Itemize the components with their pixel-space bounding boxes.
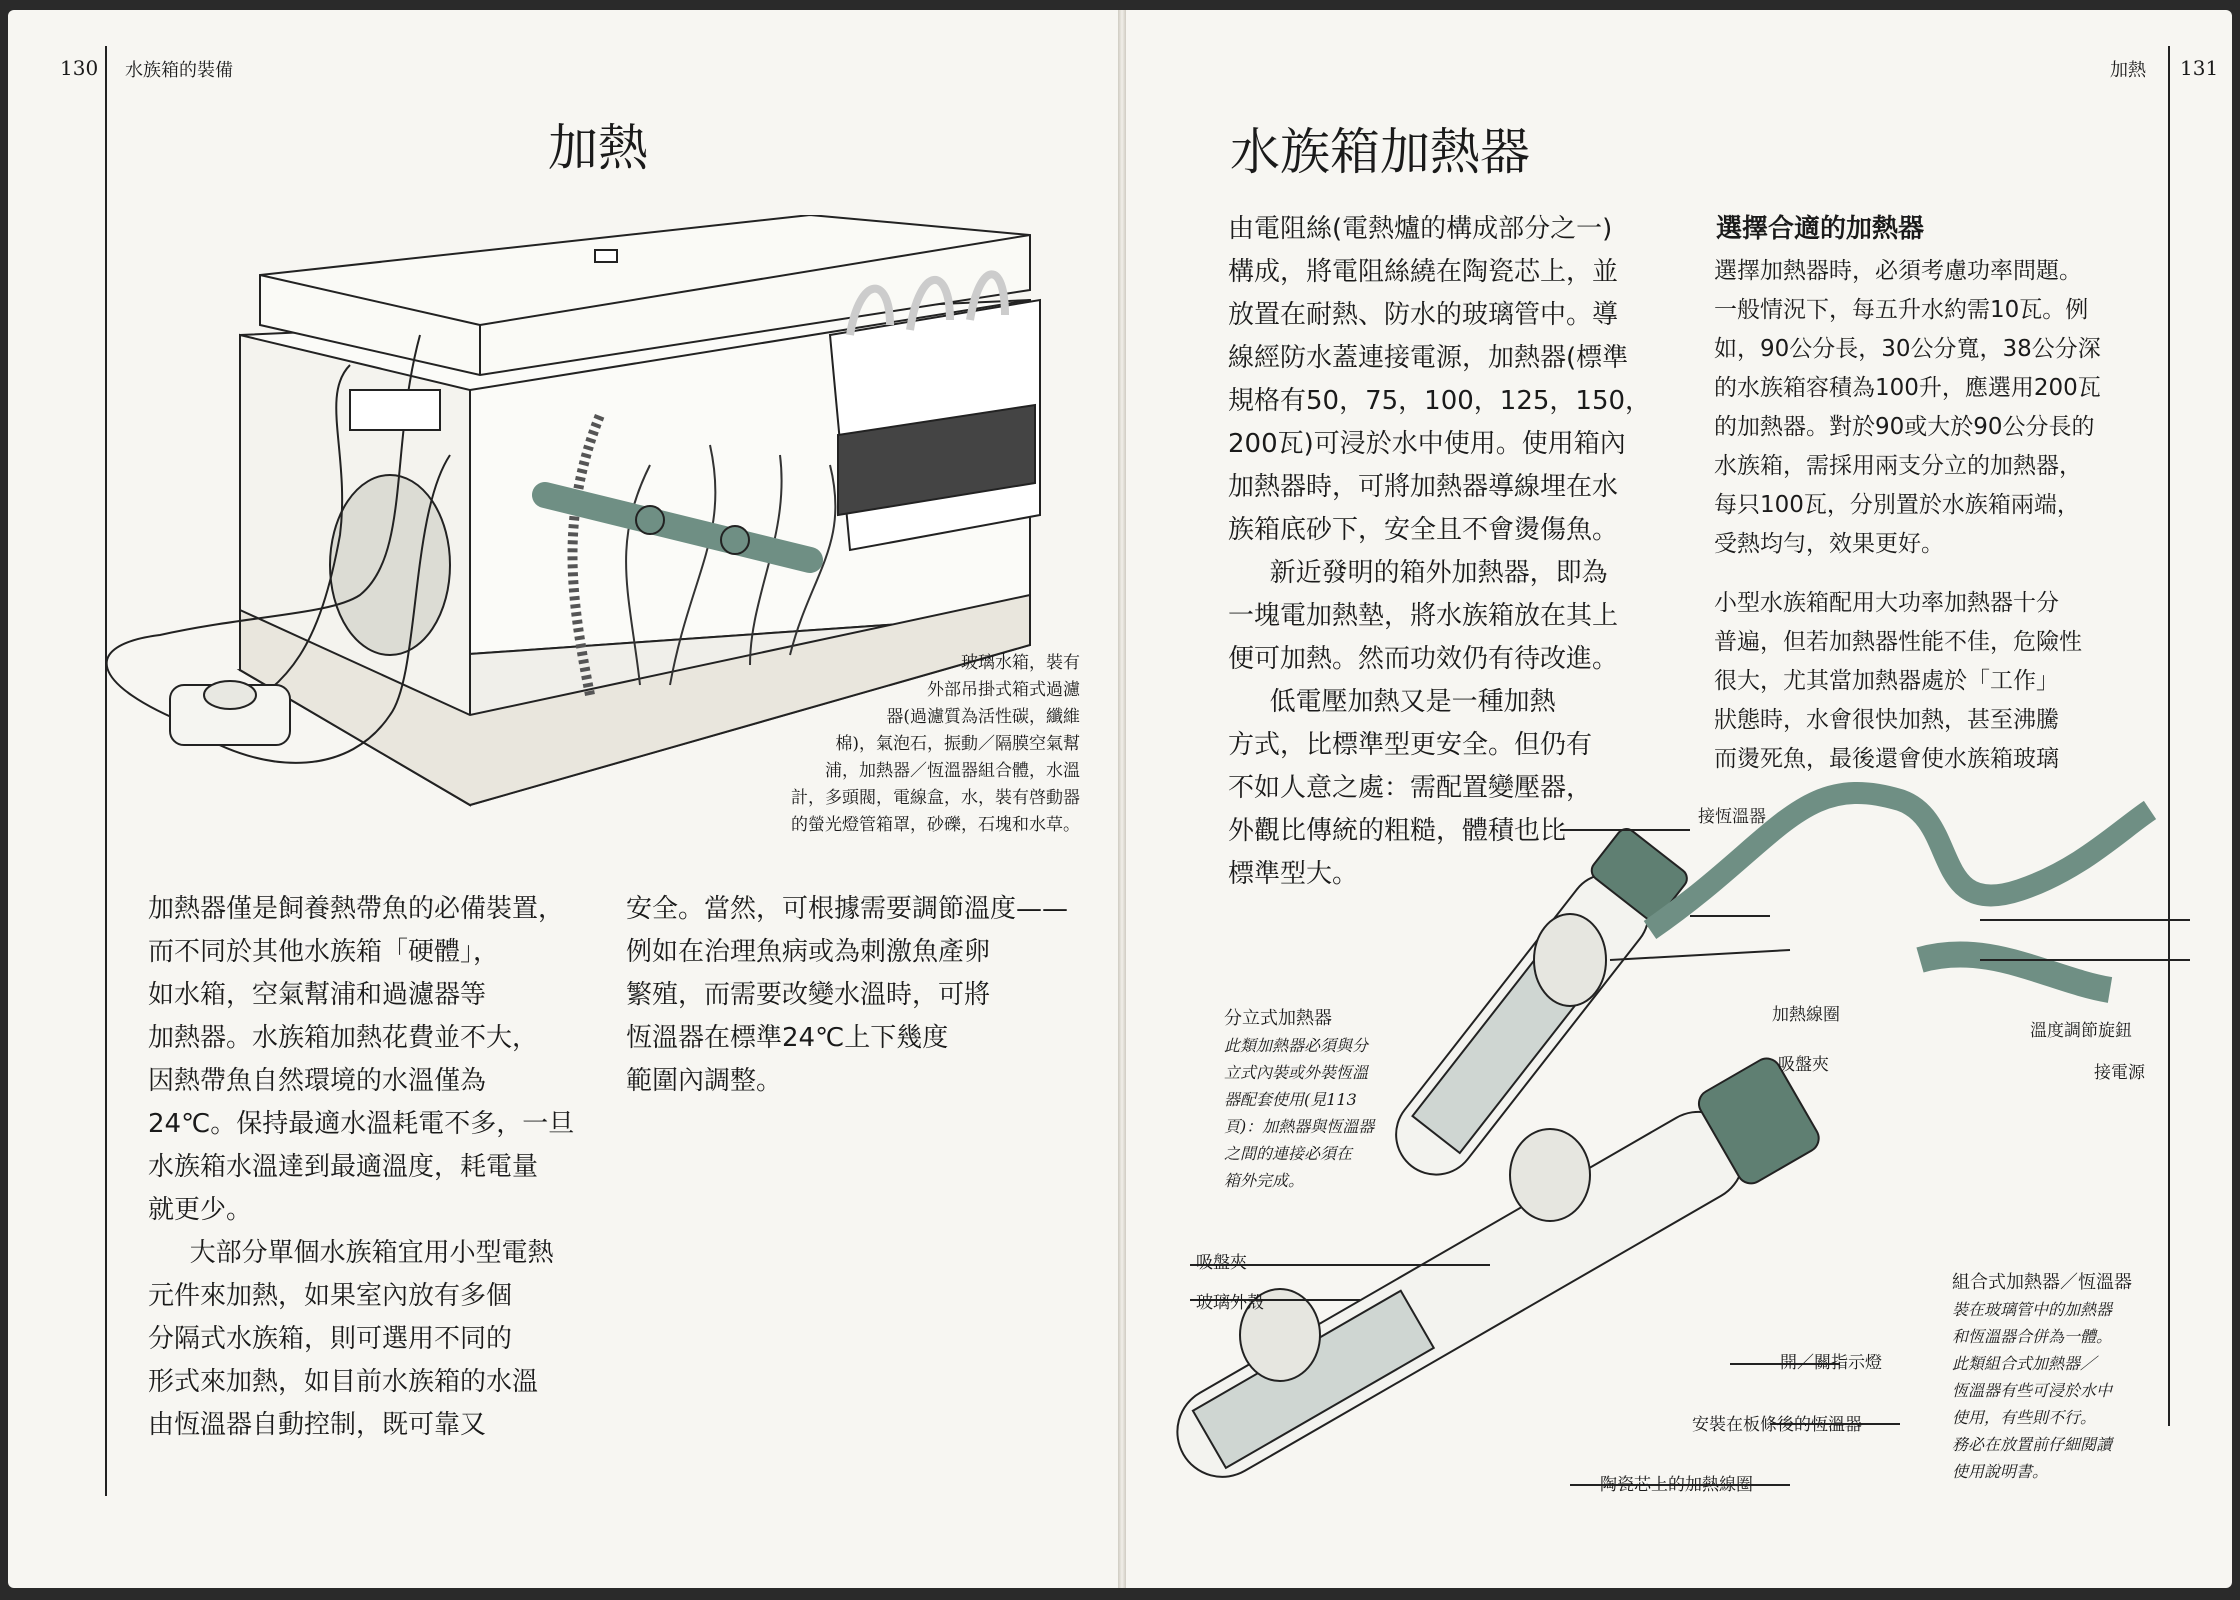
page-title-right: 水族箱加熱器	[1230, 123, 1530, 181]
right-body-column: 由電阻絲(電熱爐的構成部分之一) 構成，將電阻絲繞在陶瓷芯上，並 放置在耐熱、防水的玻璃管中。導 線經防水蓋連接電源，加熱器(標準 規格有50，75，100，125，150， 200瓦)可浸於水中使用。使用箱內 加熱器時，可將加熱器導線埋在水 族箱底砂下，安全且不會燙傷魚。 新近發明的箱外加熱器，即為 一塊電加熱墊，將水族箱放在其上 便可加熱。然而功效仍有待改進。 低電壓加熱又是一種加熱 方式，比標準型更安全。但仍有 不如人意之處：需配置變壓器， 外觀比傳統的粗糙，體積也比 標準型大。	[1228, 214, 1652, 889]
combined-heater-note: 裝在玻璃管中的加熱器 和恆溫器合併為一體。 此類組合式加熱器／ 恆溫器有些可浸於水中 使用，有些則不行。 務必在放置前仔細閱讀 使用說明書。	[1952, 1300, 2113, 1481]
aquarium-caption: 玻璃水箱，裝有 外部吊掛式箱式過濾 器(過濾質為活性碳，纖維 棉)，氣泡石，振動／隔膜空氣幫 浦，加熱器／恆溫器組合體，水溫 計，多頭閥，電線盒，水，裝有啓動器 的螢光燈管箱罩，砂礫，石塊和水草。	[791, 653, 1080, 835]
label-indicator-light: 開／關指示燈	[1780, 1353, 1882, 1373]
label-heating-coil: 加熱線圈	[1772, 1005, 1840, 1025]
page-number-left: 130	[60, 56, 99, 80]
separate-heater-note: 此類加熱器必須與分 立式內裝或外裝恆溫 器配套使用(見113 頁)：加熱器與恆溫器 之間的連接必須在 箱外完成。	[1224, 1036, 1375, 1190]
label-suction-cup-lower: 吸盤夾	[1196, 1253, 1247, 1273]
sidebar-paragraph-2: 小型水族箱配用大功率加熱器十分 普遍，但若加熱器性能不佳，危險性 很大，尤其當加熱器處於「工作」 狀態時，水會很快加熱，甚至沸騰 而燙死魚，最後還會使水族箱玻璃	[1714, 590, 2082, 772]
running-head-right: 加熱	[2110, 60, 2146, 81]
label-glass-shell: 玻璃外殼	[1196, 1293, 1264, 1313]
sidebar-paragraph-1: 選擇加熱器時，必須考慮功率問題。 一般情況下，每五升水約需10瓦。例 如，90公分長，30公分寬，38公分深 的水族箱容積為100升，應選用200瓦 的加熱器。對於90或大於90公分長的 水族箱，需採用兩支分立的加熱器， 每只100瓦，分別置於水族箱兩端， 受熱均勻，效果更好。	[1714, 258, 2101, 557]
label-suction-cup-upper: 吸盤夾	[1778, 1055, 1829, 1075]
running-head-left: 水族箱的裝備	[125, 60, 233, 81]
label-ceramic-coil: 陶瓷芯上的加熱線圈	[1600, 1475, 1753, 1495]
page-number-right: 131	[2180, 56, 2219, 80]
combined-heater-heading: 組合式加熱器／恆溫器	[1952, 1272, 2132, 1293]
left-body-column-1: 加熱器僅是飼養熱帶魚的必備裝置， 而不同於其他水族箱「硬體」， 如水箱，空氣幫浦和過濾器等 加熱器。水族箱加熱花費並不大， 因熱帶魚自然環境的水溫僅為 24℃。保持最適水溫耗電不多，一旦 水族箱水溫達到最適溫度，耗電量 就更少。 大部分單個水族箱宜用小型電熱 元件來加熱，如果室內放有多個 分隔式水族箱，則可選用不同的 形式來加熱，如目前水族箱的水溫 由恆溫器自動控制，既可靠又	[148, 894, 575, 1440]
label-connect-thermostat: 接恆溫器	[1698, 807, 1766, 827]
page-title-left: 加熱	[548, 119, 648, 177]
label-temp-knob: 溫度調節旋鈕	[2030, 1021, 2132, 1041]
label-thermostat-board: 安裝在板條後的恆溫器	[1692, 1415, 1862, 1435]
label-power: 接電源	[2094, 1063, 2145, 1083]
sidebar-heading: 選擇合適的加熱器	[1716, 214, 1925, 244]
left-body-column-2: 安全。當然，可根據需要調節溫度—— 例如在治理魚病或為刺激魚產卵 繁殖，而需要改變水溫時，可將 恆溫器在標準24℃上下幾度 範圍內調整。	[626, 894, 1069, 1096]
separate-heater-heading: 分立式加熱器	[1224, 1008, 1332, 1029]
book-spine	[1118, 10, 1126, 1588]
